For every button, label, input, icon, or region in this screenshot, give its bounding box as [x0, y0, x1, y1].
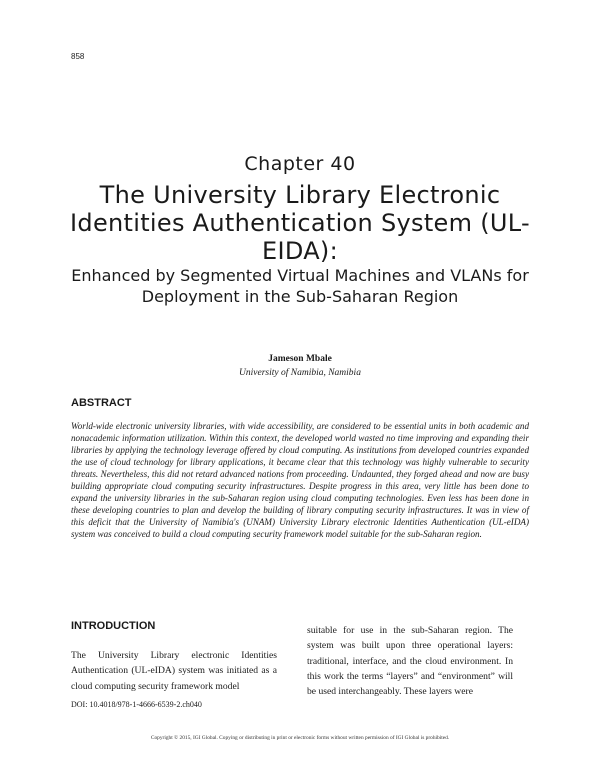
- abstract-text: World-wide electronic university libraries, with wide accessibility, are considered to be essential units in both academic and nonacademic information utilization. Within this context, the developed world wasted no time improving and expanding their libraries by applying the technology leverage offered by cloud computing. As institutions from developed countries expanded the use of cloud technology for library applications, it became clear that this technology was highly vulnerable to security threats. Nevertheless, this did not retard advanced nations from proceeding. Undaunted, they forged ahead and now are busy building appropriate cloud computing security infrastructures. Despite progress in this area, very little has been done to expand the university libraries in the sub-Saharan region using cloud computing technologies. Even less has been done in these developing countries to plan and develop the building of library computing security infrastructures. It was in view of this deficit that the University of Namibia's (UNAM) University Library electronic Identities Authentication (UL-eIDA) system was conceived to build a cloud computing security framework model suitable for the sub-Saharan region.: [71, 421, 529, 540]
- abstract-heading: ABSTRACT: [71, 397, 132, 409]
- chapter-title: The University Library Electronic Identities Authentication System (UL-EIDA):: [70, 181, 530, 265]
- page-number: 858: [71, 52, 85, 61]
- introduction-heading: INTRODUCTION: [71, 620, 156, 632]
- chapter-label: Chapter 40: [244, 153, 356, 175]
- copyright-notice: Copyright © 2015, IGI Global. Copying or distributing in print or electronic forms without written permission of IGI Global is prohibited.: [150, 735, 450, 741]
- introduction-right-column: suitable for use in the sub-Saharan region. The system was built upon three operational layers: traditional, interface, and the cloud environment. In this work the terms “layers” and “environment” will be used interchangeably. These layers were: [307, 625, 513, 698]
- chapter-subtitle: Enhanced by Segmented Virtual Machines and VLANs for Deployment in the Sub-Saharan Region: [71, 266, 529, 306]
- introduction-left-column: The University Library electronic Identities Authentication (UL-eIDA) system was initiated as a cloud computing security framework model: [71, 650, 277, 692]
- doi-line: DOI: 10.4018/978-1-4666-6539-2.ch040: [71, 700, 202, 709]
- author-affiliation: University of Namibia, Namibia: [239, 368, 361, 378]
- author-name: Jameson Mbale: [268, 354, 332, 364]
